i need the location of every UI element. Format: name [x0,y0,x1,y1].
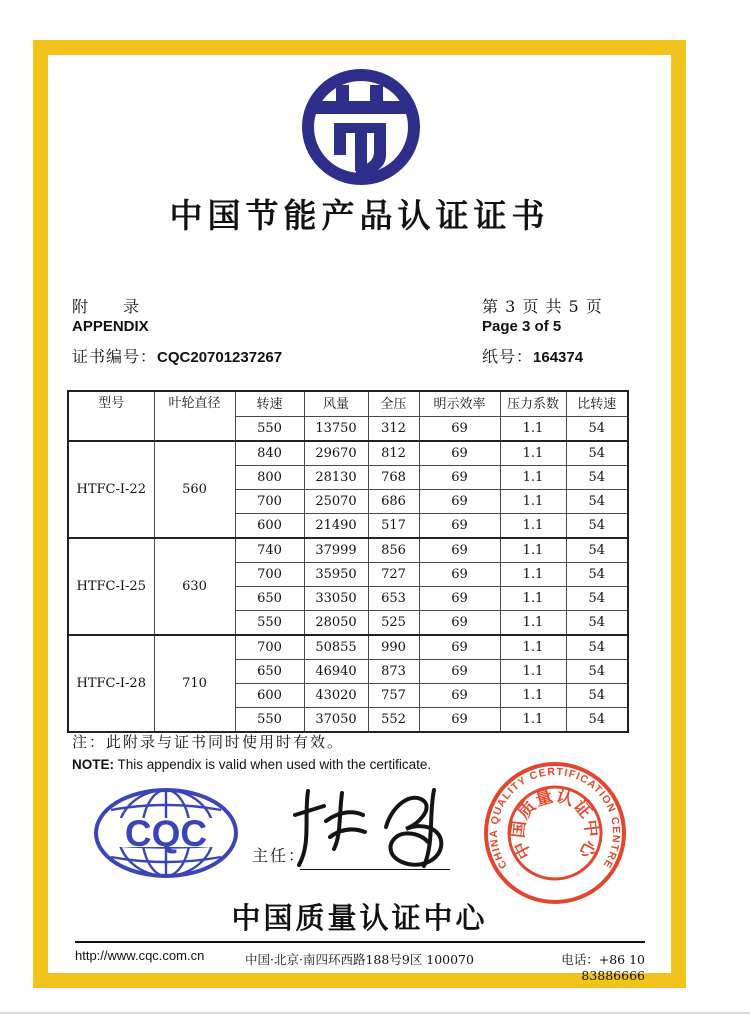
diameter-cell: 560 [154,441,235,538]
header-model: 型号 [68,391,154,441]
table-cell: 69 [419,441,500,466]
page-indicator-en: Page 3 of 5 [482,318,562,335]
note-en-text: This appendix is valid when used with the certificate. [114,757,432,772]
header-impeller-diameter: 叶轮直径 [154,391,235,441]
table-cell: 1.1 [500,466,566,490]
table-cell: 69 [419,708,500,733]
table-cell: 757 [368,684,419,708]
table-cell: 1.1 [500,514,566,539]
diameter-cell: 630 [154,538,235,635]
footer-phone-label: 电话： [561,952,599,967]
table-cell: 13750 [304,417,368,442]
table-cell: 812 [368,441,419,466]
seal-text-en: CHINA QUALITY CERTIFICATION CENTRE [487,765,623,871]
table-cell: 69 [419,563,500,587]
table-cell: 54 [566,417,628,442]
table-cell: 1.1 [500,587,566,611]
table-cell: 873 [368,660,419,684]
table-cell: 800 [235,466,304,490]
table-cell: 1.1 [500,635,566,660]
table-cell: 54 [566,490,628,514]
table-cell: 69 [419,514,500,539]
table-cell: 517 [368,514,419,539]
table-cell: 1.1 [500,417,566,442]
header-stated-efficiency: 明示效率 [419,391,500,417]
table-cell: 69 [419,660,500,684]
model-cell: HTFC-I-28 [68,635,154,732]
certificate-number-label: 证书编号： [72,347,158,366]
table-row [68,441,628,466]
table-cell: 1.1 [500,708,566,733]
table-cell: 54 [566,538,628,563]
model-cell: HTFC-I-25 [68,538,154,635]
svg-text:中国质量认证中心 [508,785,602,862]
table-cell: 69 [419,417,500,442]
table-cell: 37050 [304,708,368,733]
table-cell: 21490 [304,514,368,539]
table-cell: 1.1 [500,490,566,514]
table-cell: 33050 [304,587,368,611]
note-en [72,757,431,772]
table-cell: 1.1 [500,441,566,466]
table-cell: 69 [419,466,500,490]
paper-number-value: 164374 [533,349,584,366]
paper-number-label: 纸号： [482,347,534,366]
table-header-row [68,391,628,417]
footer-phone [495,950,645,983]
organization-name: 中国质量认证中心 [231,901,488,935]
certificate-title: 中国节能产品认证证书 [169,196,550,235]
table-cell: 29670 [304,441,368,466]
appendix-label-en: APPENDIX [72,318,149,335]
page-indicator-cn: 第 3 页 共 5 页 [482,297,603,316]
specification-table [67,390,629,733]
scan-edge-line [0,1012,750,1014]
table-cell: 552 [368,708,419,733]
table-cell: 46940 [304,660,368,684]
note-cn: 注：此附录与证书同时使用时有效。 [72,733,345,751]
table-cell: 54 [566,563,628,587]
certificate-number-value: CQC20701237267 [157,349,283,366]
table-cell: 54 [566,441,628,466]
table-cell: 1.1 [500,538,566,563]
table-cell: 54 [566,684,628,708]
table-cell: 69 [419,611,500,636]
appendix-label-cn: 附 录 [72,297,141,316]
table-cell: 69 [419,684,500,708]
table-row [68,538,628,563]
table-cell: 727 [368,563,419,587]
diameter-cell: 710 [154,635,235,732]
table-cell: 1.1 [500,660,566,684]
table-cell: 54 [566,587,628,611]
table-cell: 550 [235,417,304,442]
table-cell: 35950 [304,563,368,587]
table-cell: 69 [419,538,500,563]
cqc-globe-logo [93,787,239,879]
table-cell: 69 [419,635,500,660]
signature-scribble [290,785,460,871]
table-cell: 600 [235,514,304,539]
table-cell: 54 [566,514,628,539]
certification-seal [482,760,628,906]
table-cell: 600 [235,684,304,708]
header-total-pressure: 全压 [368,391,419,417]
header-speed: 转速 [235,391,304,417]
table-cell: 768 [368,466,419,490]
table-cell: 54 [566,466,628,490]
table-cell: 37999 [304,538,368,563]
seal-text-cn: 中国质量认证中心 [508,786,602,862]
table-cell: 69 [419,490,500,514]
footer-address: 中国·北京·南四环西路188号9区 100070 [245,952,474,967]
paper-number-row [482,344,583,367]
table-cell: 312 [368,417,419,442]
table-cell: 856 [368,538,419,563]
table-cell: 650 [235,587,304,611]
cqc-logo-text: CQC [124,813,208,854]
table-cell: 700 [235,635,304,660]
table-cell: 28130 [304,466,368,490]
table-cell: 43020 [304,684,368,708]
model-cell: HTFC-I-22 [68,441,154,538]
table-cell: 990 [368,635,419,660]
footer-rule [75,941,645,943]
table-cell: 840 [235,441,304,466]
table-cell: 28050 [304,611,368,636]
header-specific-speed: 比转速 [566,391,628,417]
table-cell: 25070 [304,490,368,514]
director-label: 主任： [252,846,307,865]
table-cell: 525 [368,611,419,636]
table-cell: 686 [368,490,419,514]
header-pressure-coefficient: 压力系数 [500,391,566,417]
table-cell: 54 [566,635,628,660]
table-cell: 653 [368,587,419,611]
footer-phone-value: +86 10 83886666 [581,952,645,983]
table-cell: 54 [566,708,628,733]
table-cell: 650 [235,660,304,684]
table-cell: 1.1 [500,611,566,636]
table-cell: 700 [235,563,304,587]
energy-saving-logo-icon [298,67,424,187]
note-en-label: NOTE: [72,757,114,772]
table-cell: 54 [566,660,628,684]
table-cell: 550 [235,708,304,733]
certificate-number-row [72,344,282,367]
table-row [68,635,628,660]
table-cell: 54 [566,611,628,636]
table-cell: 1.1 [500,563,566,587]
table-cell: 550 [235,611,304,636]
table-cell: 700 [235,490,304,514]
table-cell: 50855 [304,635,368,660]
table-cell: 740 [235,538,304,563]
header-air-volume: 风量 [304,391,368,417]
table-cell: 69 [419,587,500,611]
table-cell: 1.1 [500,684,566,708]
footer-website: http://www.cqc.com.cn [75,948,205,963]
